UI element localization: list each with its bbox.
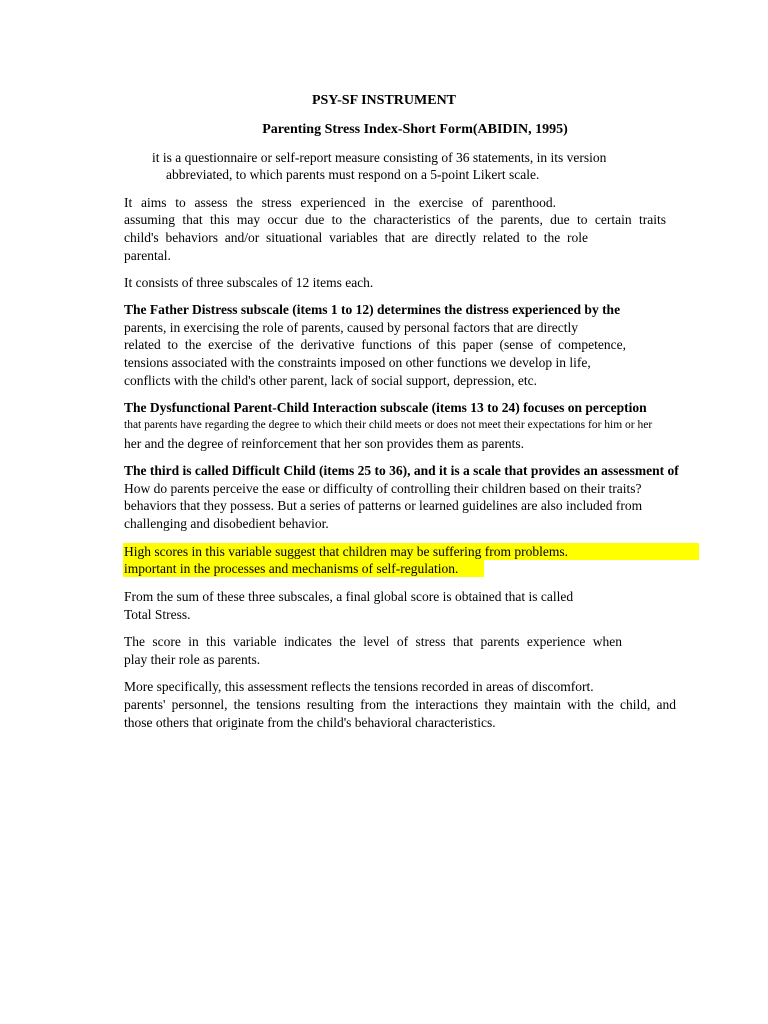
paragraph-8-line-1: From the sum of these three subscales, a final global score is obtained that is called <box>124 589 574 604</box>
paragraph-2-line-2: assuming that this may occur due to the characteristics of the parents, due to certain traits <box>124 212 666 227</box>
paragraph-10-line-2: parents' personnel, the tensions resulting from the interactions they maintain with the child, and <box>124 697 676 712</box>
document-subtitle: Parenting Stress Index-Short Form(ABIDIN, 1995) <box>262 122 568 137</box>
paragraph-5-line-1: The Dysfunctional Parent-Child Interaction subscale (items 13 to 24) focuses on perception <box>124 400 647 415</box>
paragraph-6-line-1: The third is called Difficult Child (items 25 to 36), and it is a scale that provides an assessment of <box>124 463 679 478</box>
paragraph-5-line-2: that parents have regarding the degree to which their child meets or does not meet their expectations for him or her <box>124 419 653 431</box>
paragraph-7-line-1: High scores in this variable suggest that children may be suffering from problems. <box>124 544 569 559</box>
paragraph-5-line-3: her and the degree of reinforcement that her son provides them as parents. <box>124 436 524 451</box>
paragraph-6-line-3: behaviors that they possess. But a series of patterns or learned guidelines are also included from <box>124 498 643 513</box>
paragraph-3-line-1: It consists of three subscales of 12 items each. <box>124 275 374 290</box>
paragraph-8-line-2: Total Stress. <box>124 607 191 622</box>
paragraph-10-line-3: those others that originate from the child's behavioral characteristics. <box>124 715 496 730</box>
paragraph-4-line-4: tensions associated with the constraints imposed on other functions we develop in life, <box>124 355 591 370</box>
paragraph-10-line-1: More specifically, this assessment reflects the tensions recorded in areas of discomfort. <box>124 679 594 694</box>
paragraph-2-line-1: It aims to assess the stress experienced in the exercise of parenthood. <box>124 195 556 210</box>
paragraph-4-line-5: conflicts with the child's other parent, lack of social support, depression, etc. <box>124 373 537 388</box>
paragraph-4-line-3: related to the exercise of the derivative functions of this paper (sense of competence, <box>124 337 626 352</box>
paragraph-9-line-2: play their role as parents. <box>124 652 261 667</box>
paragraph-1-line-2: abbreviated, to which parents must respond on a 5-point Likert scale. <box>166 167 540 182</box>
paragraph-6-line-4: challenging and disobedient behavior. <box>124 516 329 531</box>
document-title: PSY-SF INSTRUMENT <box>311 93 457 108</box>
paragraph-2-line-3: child's behaviors and/or situational variables that are directly related to the role <box>124 230 588 245</box>
paragraph-9-line-1: The score in this variable indicates the level of stress that parents experience when <box>124 634 622 649</box>
paragraph-4-line-1: The Father Distress subscale (items 1 to 12) determines the distress experienced by the <box>124 302 621 317</box>
paragraph-4-line-2: parents, in exercising the role of parents, caused by personal factors that are directly <box>124 320 578 335</box>
paragraph-6-line-2: How do parents perceive the ease or difficulty of controlling their children based on their traits? <box>124 481 642 496</box>
paragraph-7-line-2: important in the processes and mechanisms of self-regulation. <box>124 561 459 576</box>
paragraph-2-line-4: parental. <box>124 248 171 263</box>
paragraph-1-line-1: it is a questionnaire or self-report measure consisting of 36 statements, in its version <box>152 150 607 165</box>
